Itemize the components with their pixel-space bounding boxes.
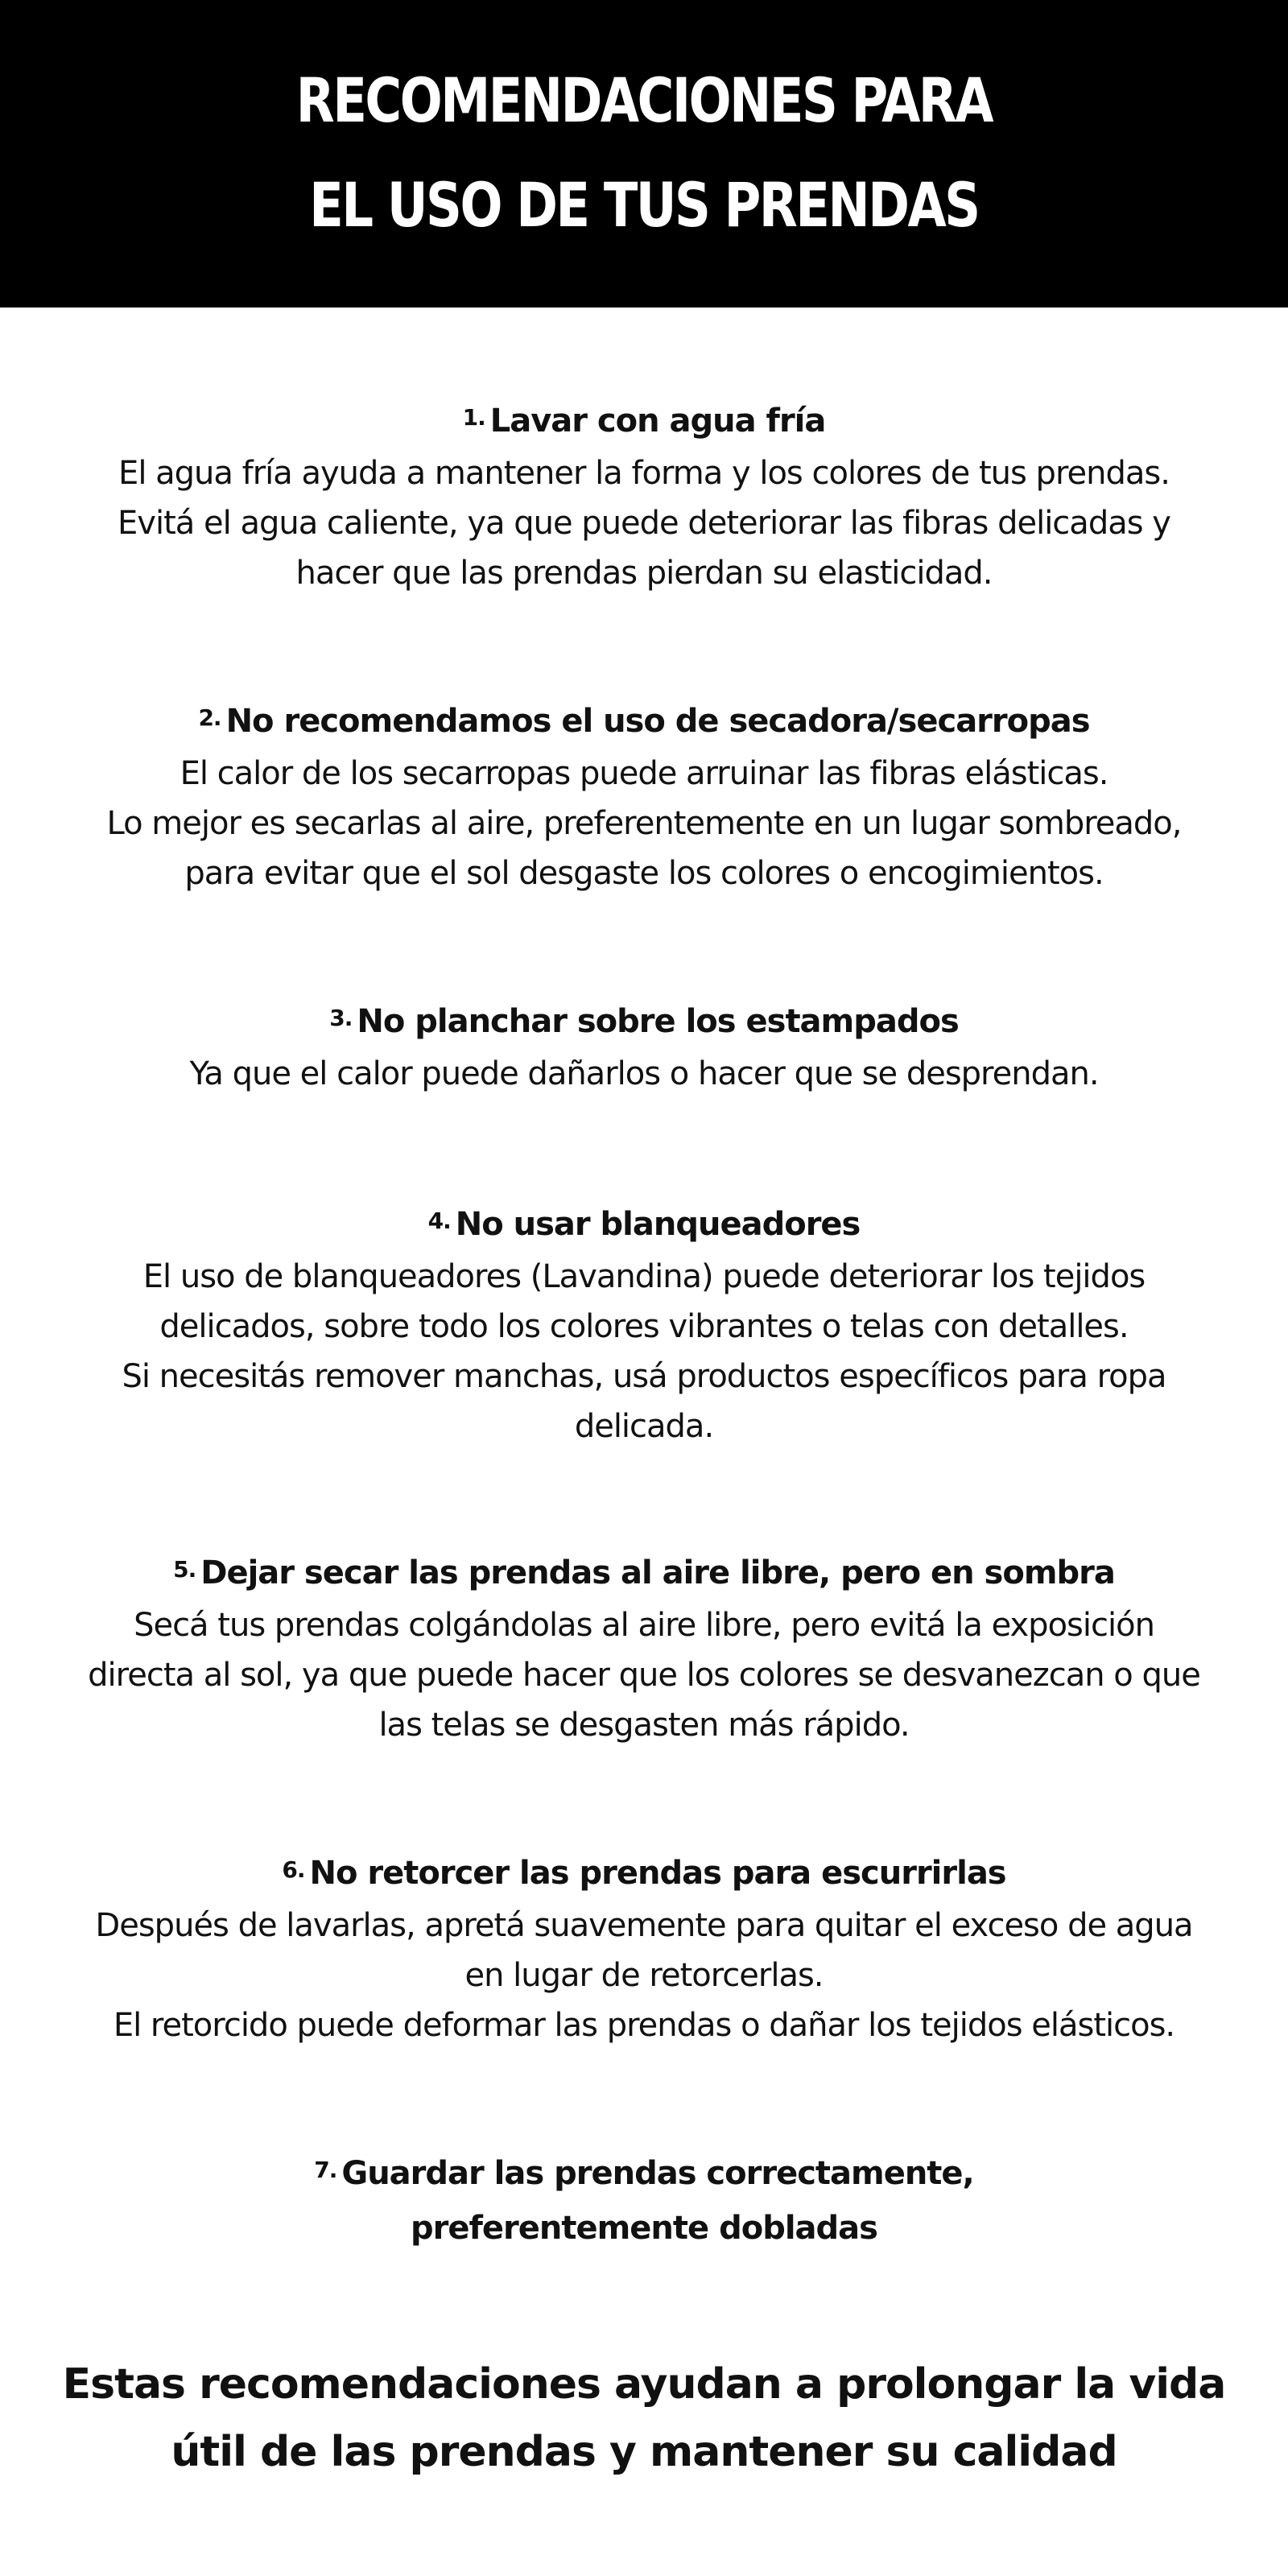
recommendation-title: Guardar las prendas correctamente, bbox=[341, 2155, 974, 2192]
recommendation-title: No planchar sobre los estampados bbox=[357, 1003, 959, 1040]
recommendation-heading bbox=[48, 1843, 1240, 1901]
recommendation-body bbox=[48, 448, 1240, 598]
closing-statement bbox=[48, 2351, 1240, 2486]
recommendation-4 bbox=[48, 1194, 1240, 1451]
body-line: Si necesitás remover manchas, usá productos específicos para ropa bbox=[122, 1358, 1166, 1395]
body-line: Lo mejor es secarlas al aire, preferentemente en un lugar sombreado, bbox=[106, 805, 1182, 842]
recommendation-title: No recomendamos el uso de secadora/secarropas bbox=[225, 703, 1090, 740]
recommendation-number: 3. bbox=[329, 1005, 353, 1031]
body-line: las telas se desgasten más rápido. bbox=[378, 1707, 910, 1744]
body-line: delicados, sobre todo los colores vibrantes o telas con detalles. bbox=[159, 1308, 1129, 1345]
body-line: hacer que las prendas pierdan su elasticidad. bbox=[295, 555, 993, 592]
recommendation-number: 1. bbox=[462, 404, 485, 431]
body-line: El retorcido puede deformar las prendas o dañar los tejidos elásticos. bbox=[113, 2007, 1175, 2044]
body-line: delicada. bbox=[574, 1408, 714, 1445]
recommendation-number: 6. bbox=[282, 1856, 305, 1883]
recommendation-title: Dejar secar las prendas al aire libre, pero en sombra bbox=[200, 1554, 1115, 1591]
recommendation-body bbox=[48, 1049, 1240, 1099]
body-line: en lugar de retorcerlas. bbox=[464, 1957, 824, 1994]
recommendation-6 bbox=[48, 1843, 1240, 2050]
page-header bbox=[0, 0, 1288, 308]
closing-line: Estas recomendaciones ayudan a prolongar la vida bbox=[62, 2360, 1226, 2409]
recommendation-body bbox=[48, 1252, 1240, 1451]
recommendation-title: No retorcer las prendas para escurrirlas bbox=[309, 1855, 1006, 1892]
body-line: El agua fría ayuda a mantener la forma y los colores de tus prendas. bbox=[118, 455, 1170, 492]
recommendation-body bbox=[48, 1600, 1240, 1750]
page-title-line-1: RECOMENDACIONES PARA bbox=[295, 64, 993, 136]
recommendation-number: 4. bbox=[427, 1208, 451, 1234]
recommendation-3 bbox=[48, 991, 1240, 1099]
closing-line: útil de las prendas y mantener su calidad bbox=[171, 2428, 1117, 2476]
body-line: Secá tus prendas colgándolas al aire libre, pero evitá la exposición bbox=[134, 1607, 1154, 1644]
recommendation-heading bbox=[48, 991, 1240, 1049]
body-line: El uso de blanqueadores (Lavandina) puede deteriorar los tejidos bbox=[142, 1258, 1146, 1295]
recommendation-heading-line-2: preferentemente dobladas bbox=[411, 2210, 877, 2247]
recommendation-body bbox=[48, 1901, 1240, 2050]
page-title-line-2: EL USO DE TUS PRENDAS bbox=[309, 169, 979, 241]
recommendation-heading bbox=[48, 1194, 1240, 1252]
recommendation-number: 2. bbox=[198, 704, 221, 731]
recommendation-number: 5. bbox=[173, 1556, 196, 1583]
recommendation-heading bbox=[48, 691, 1240, 749]
recommendation-number: 7. bbox=[314, 2157, 337, 2183]
recommendation-title: Lavar con agua fría bbox=[489, 402, 826, 440]
body-line: Después de lavarlas, apretá suavemente para quitar el exceso de agua bbox=[95, 1907, 1193, 1944]
recommendation-5 bbox=[48, 1542, 1240, 1750]
recommendation-1 bbox=[48, 390, 1240, 598]
recommendation-heading bbox=[48, 390, 1240, 448]
body-line: Evitá el agua caliente, ya que puede deteriorar las fibras delicadas y bbox=[118, 505, 1170, 542]
recommendation-2 bbox=[48, 691, 1240, 898]
body-line: El calor de los secarropas puede arruinar las fibras elásticas. bbox=[180, 755, 1108, 792]
body-line: para evitar que el sol desgaste los colores o encogimientos. bbox=[184, 855, 1104, 892]
recommendation-body bbox=[48, 749, 1240, 898]
recommendation-heading bbox=[48, 1542, 1240, 1600]
recommendation-heading bbox=[48, 2143, 1240, 2201]
recommendation-7 bbox=[48, 2143, 1240, 2256]
body-line: directa al sol, ya que puede hacer que los colores se desvanezcan o que bbox=[88, 1657, 1200, 1694]
body-line: Ya que el calor puede dañarlos o hacer que se desprendan. bbox=[189, 1055, 1099, 1092]
recommendation-title: No usar blanqueadores bbox=[455, 1206, 861, 1243]
